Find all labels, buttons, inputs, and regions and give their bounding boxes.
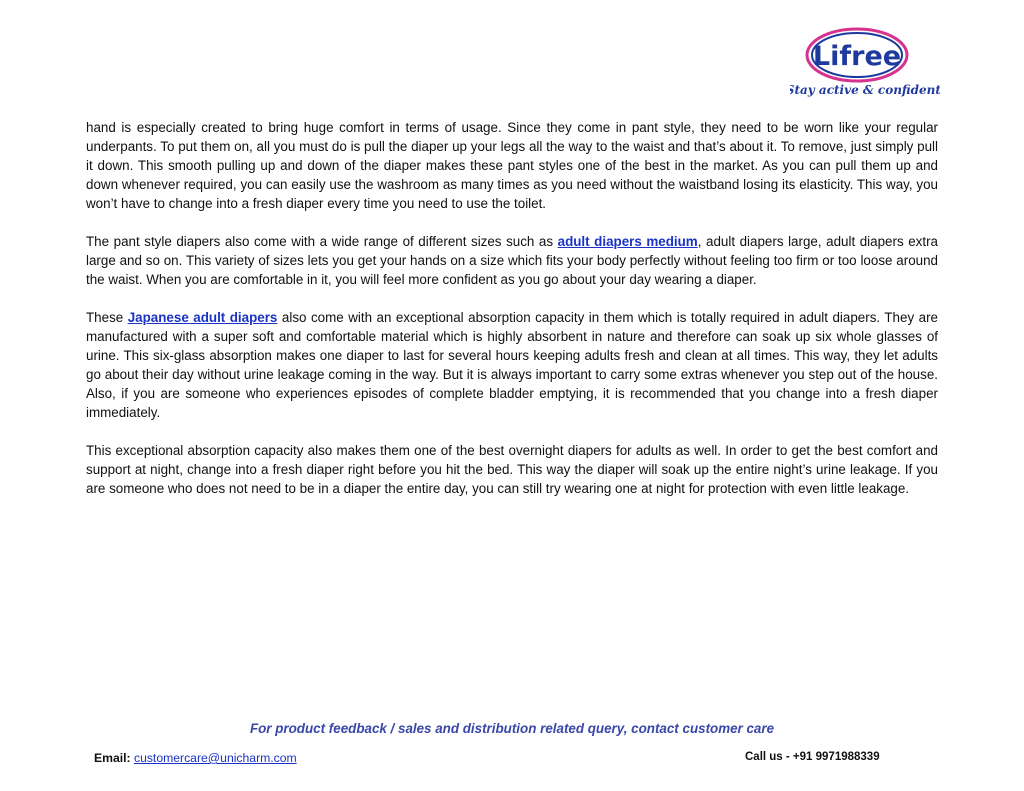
footer-call: Call us - +91 9971988339 bbox=[745, 751, 880, 763]
logo-wordmark: Lifree bbox=[812, 41, 902, 72]
brand-logo bbox=[790, 24, 940, 104]
paragraph-1: hand is especially created to bring huge comfort in terms of usage. Since they come in pant style, they need to be worn like your regular underpants. To put them on, all you must do is pull the diaper up your legs all the way to the waist and that’s about it. To remove, just simply pull it down. This smooth pulling up and down of the diaper makes these pant styles one of the best in the market. As you can pull them up and down whenever required, you can easily use the washroom as many times as you need without the waistband losing its elasticity. This way, you won’t have to change into a fresh diaper every time you need to use the toilet. bbox=[86, 120, 938, 211]
paragraph-3: These Japanese adult diapers also come with an exceptional absorption capacity in them which is totally required in adult diapers. They are manufactured with a super soft and comfortable material which is highly absorbent in nature and therefore can soak up six whole glasses of urine. This six-glass absorption makes one diaper to last for several hours keeping adults fresh and clean at all times. This way, they let adults go about their day without urine leakage coming in the way. But it is always important to carry some extras whenever you step out of the house. Also, if you are someone who experiences episodes of complete bladder emptying, it is recommended that you change into a fresh diaper immediately. bbox=[86, 310, 938, 420]
email-label: Email: bbox=[94, 751, 131, 765]
footer-email bbox=[94, 751, 297, 765]
paragraph-4: This exceptional absorption capacity also makes them one of the best overnight diapers for adults as well. In order to get the best comfort and support at night, change into a fresh diaper right before you hit the bed. This way the diaper will soak up the entire night’s urine leakage. If you are someone who does not need to be in a diaper the entire day, you can still try wearing one at night for protection with even little leakage. bbox=[86, 443, 938, 496]
email-link[interactable]: customercare@unicharm.com bbox=[133, 751, 297, 765]
paragraph-2: The pant style diapers also come with a wide range of different sizes such as adult diapers medium, adult diapers large, adult diapers extra large and so on. This variety of sizes lets you get your hands on a size which fits your body perfectly without feeling too firm or too loose around the waist. When you are comfortable in it, you will feel more confident as you go about your day wearing a diaper. bbox=[86, 234, 938, 287]
footer-note: For product feedback / sales and distribution related query, contact customer care bbox=[249, 721, 775, 736]
document-body bbox=[86, 118, 938, 517]
link-adult-diapers-medium[interactable]: adult diapers medium bbox=[557, 234, 698, 249]
link-japanese-adult-diapers[interactable]: Japanese adult diapers bbox=[127, 310, 278, 325]
logo-tagline: Stay active & confident! bbox=[790, 83, 940, 97]
